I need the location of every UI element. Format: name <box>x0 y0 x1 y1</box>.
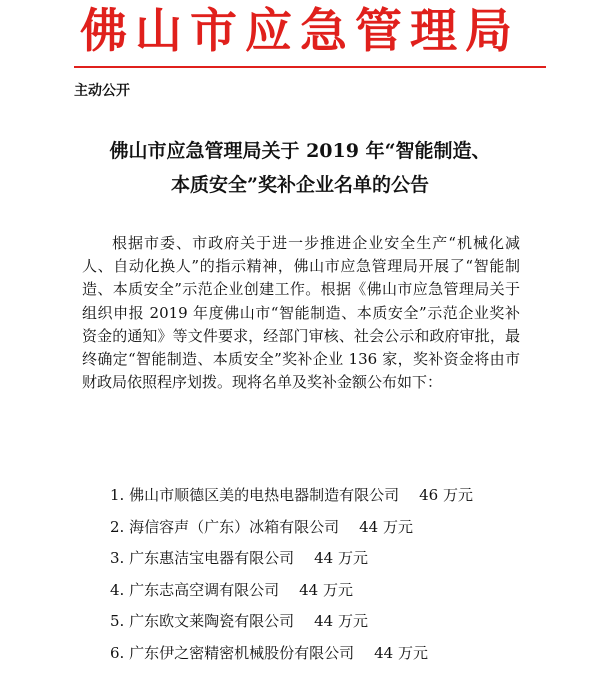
list-item <box>110 480 473 512</box>
award-amount: 44 万元 <box>299 580 353 599</box>
award-amount: 44 万元 <box>314 612 368 631</box>
list-item <box>110 606 473 638</box>
award-amount: 44 万元 <box>374 643 428 662</box>
award-amount: 44 万元 <box>314 549 368 568</box>
body-paragraph: 根据市委、市政府关于进一步推进企业安全生产“机械化减人、自动化换人”的指示精神，佛山市应急管理局开展了“智能制造、本质安全”示范企业创建工作。根据《佛山市应急管理局关于组织申报 2019 年度佛山市“智能制造、本质安全”示范企业奖补资金的通知》等文件要求，经部门审核、社会公示和政府审批，最终确定“智能制造、本质安全”奖补企业 136 家，奖补资金将由市财政局依照程序划拨。现将名单及奖补金额公布如下： <box>82 234 520 392</box>
company-name: 2. 海信容声（广东）冰箱有限公司 <box>110 517 340 536</box>
disclosure-label: 主动公开 <box>74 83 130 99</box>
title-line-2: 本质安全”奖补企业名单的公告 <box>171 174 429 196</box>
list-item <box>110 512 473 544</box>
company-name: 4. 广东志高空调有限公司 <box>110 580 280 599</box>
award-amount: 46 万元 <box>419 486 473 504</box>
title-line-1: 佛山市应急管理局关于 2019 年“智能制造、 <box>109 140 491 162</box>
list-item <box>110 638 473 670</box>
award-amount: 44 万元 <box>359 517 413 536</box>
company-name: 3. 广东惠洁宝电器有限公司 <box>110 549 295 568</box>
list-item <box>110 543 473 575</box>
agency-masthead: 佛山市应急管理局 <box>80 4 520 59</box>
company-name: 6. 广东伊之密精密机械股份有限公司 <box>110 643 355 662</box>
company-name: 1. 佛山市顺德区美的电热电器制造有限公司 <box>110 486 400 504</box>
masthead-divider <box>74 66 546 68</box>
company-name: 5. 广东欧文莱陶瓷有限公司 <box>110 612 295 631</box>
document-title <box>60 134 540 202</box>
company-list <box>110 480 473 670</box>
list-item <box>110 575 473 607</box>
